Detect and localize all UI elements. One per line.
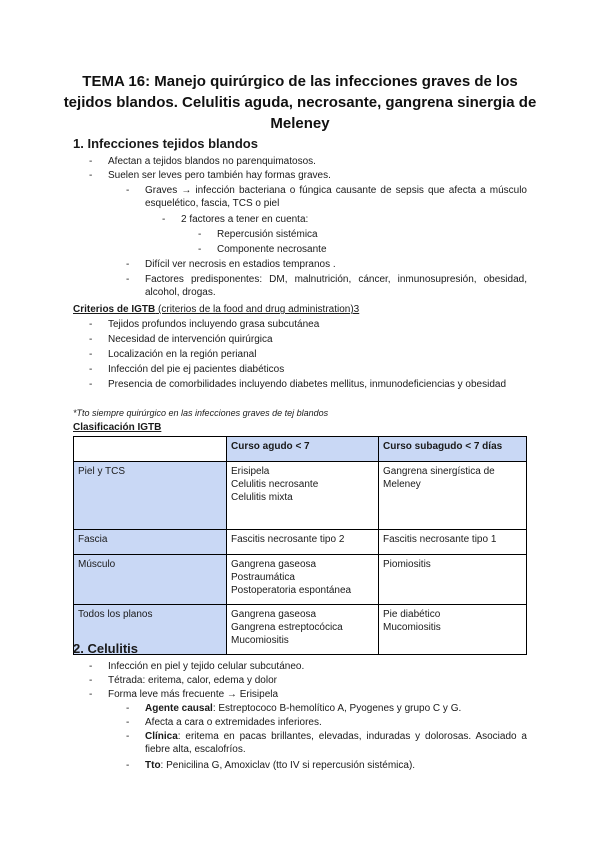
table-row [74,555,527,605]
table-row-label: Todos los planos [74,605,227,655]
list-item-agente: - Agente causal: Estreptococo B-hemolítico A, Pyogenes y grupo C y G. [126,703,462,714]
table-cell-subagudo: Pie diabético Mucomiositis [379,605,527,655]
list-item: - Presencia de comorbilidades incluyendo diabetes mellitus, inmunodeficiencias y obesidad [89,379,507,390]
page-title: TEMA 16: Manejo quirúrgico de las infecciones graves de los tejidos blandos. Celulitis aguda, necrosante, gangrena sinergia de Meleney [63,73,537,132]
list-item-text: Difícil ver necrosis en estadios tempranos . [145,259,336,270]
table-row [74,605,527,655]
list-item-text: Suelen ser leves pero también hay formas graves. [108,170,331,181]
list-item-text: Afecta a cara o extremidades inferiores. [145,717,322,728]
clasificacion-heading: Clasificación IGTB [73,422,162,433]
criterios-heading [73,303,359,316]
list-item: - Suelen ser leves pero también hay formas graves. [89,170,331,181]
list-item: - Infección en piel y tejido celular subcutáneo. [89,661,305,672]
tto-label: Tto [145,760,161,771]
list-item: - Forma leve más frecuente → Erisipela [89,689,279,700]
list-item: - Localización en la región perianal [89,349,257,360]
table-row-label: Músculo [74,555,227,605]
list-item-text: Tétrada: eritema, calor, edema y dolor [108,675,277,686]
cell-line: Celulitis necrosante [231,479,319,490]
list-item: - Tejidos profundos incluyendo grasa subcutánea [89,319,320,330]
list-item-text: Factores predisponentes: DM, malnutrición, cáncer, inmunosupresión, obesidad, alcohol, drogas. [145,274,527,298]
list-item-text: Forma leve más frecuente → Erisipela [108,689,279,700]
list-item-factores: - 2 factores a tener en cuenta: [162,214,309,225]
table-header-subagudo: Curso subagudo < 7 días [379,437,527,462]
list-item-graves: - Graves → infección bacteriana o fúngica causante de sepsis que afecta a músculo esquelético, fascia, TCS o piel [126,185,527,209]
list-item-text: Necesidad de intervención quirúrgica [108,334,273,345]
cell-line: Mucomiositis [231,635,289,646]
list-item-text: Afectan a tejidos blandos no parenquimatosos. [108,156,316,167]
table-header-blank [74,437,227,462]
clinica-label: Clínica [145,731,178,742]
table-row-label: Piel y TCS [74,462,227,530]
list-item-text: Graves → infección bacteriana o fúngica causante de sepsis que afecta a músculo esquelético, fascia, TCS o piel [145,185,527,209]
table-cell-subagudo: Fascitis necrosante tipo 1 [379,530,527,555]
cell-line: Postoperatoria espontánea [231,585,352,596]
cell-line: Gangrena gaseosa [231,559,317,570]
list-item-predisponentes: - Factores predisponentes: DM, malnutrición, cáncer, inmunosupresión, obesidad, alcohol, drogas. [126,274,527,298]
table-cell-agudo [227,605,379,655]
list-item-repercusion: - Repercusión sistémica [198,229,318,240]
table-cell-subagudo: Piomiositis [379,555,527,605]
table-cell-agudo [227,555,379,605]
agente-label: Agente causal [145,703,213,714]
list-item: - Infección del pie ej pacientes diabéticos [89,364,285,375]
list-item-text: 2 factores a tener en cuenta: [181,214,309,225]
list-item-text: Presencia de comorbilidades incluyendo diabetes mellitus, inmunodeficiencias y obesidad [108,379,507,390]
list-item-dificil: - Difícil ver necrosis en estadios tempranos . [126,259,336,270]
list-item-tto: - Tto: Penicilina G, Amoxiclav (tto IV si repercusión sistémica). [126,760,416,771]
table-cell-subagudo: Gangrena sinergística de Meleney [379,462,527,530]
cell-line: Gangrena estreptocócica [231,622,343,633]
list-item: - Afectan a tejidos blandos no parenquimatosos. [89,156,316,167]
table-cell-agudo [227,462,379,530]
criterios-subtitle: (criterios de la food and drug administration)3 [155,304,360,315]
cell-line: Fascitis necrosante tipo 2 [231,534,345,545]
list-item-text: Infección del pie ej pacientes diabéticos [108,364,285,375]
table-row [74,530,527,555]
table-header-row [74,437,527,462]
list-item-clinica: - Clínica: eritema en pacas brillantes, elevadas, induradas y dolorosas. Asociado a fiebre alta, escalofríos. [126,731,527,755]
cell-line: Celulitis mixta [231,492,293,503]
cell-line: Erisipela [231,466,270,477]
list-item-text: Componente necrosante [217,244,327,255]
cell-line: Postraumática [231,572,295,583]
list-item-text: Infección en piel y tejido celular subcutáneo. [108,661,305,672]
table-row-label: Fascia [74,530,227,555]
clasificacion-table [73,436,527,655]
list-item-text: Localización en la región perianal [108,349,257,360]
list-item-afecta: - Afecta a cara o extremidades inferiores. [126,717,322,728]
table-cell-agudo [227,530,379,555]
list-item-text: Repercusión sistémica [217,229,318,240]
list-item-componente: - Componente necrosante [198,244,327,255]
section-2-heading: 2. Celulitis [73,641,139,656]
agente-text: : Estreptococo B-hemolítico A, Pyogenes y grupo C y G. [212,703,462,714]
list-item: - Necesidad de intervención quirúrgica [89,334,273,345]
tto-text: : Penicilina G, Amoxiclav (tto IV si repercusión sistémica). [160,760,416,771]
clinica-text: : eritema en pacas brillantes, elevadas, induradas y dolorosas. Asociado a fiebre alta, escalofríos. [145,731,527,755]
list-item: - Tétrada: eritema, calor, edema y dolor [89,675,277,686]
cell-line: Gangrena gaseosa [231,609,317,620]
table-row [74,462,527,530]
section-1-heading: 1. Infecciones tejidos blandos [73,136,258,151]
table-header-agudo: Curso agudo < 7 [227,437,379,462]
list-item-text: Tejidos profundos incluyendo grasa subcutánea [108,319,320,330]
criterios-heading-text: Criterios de IGTB [73,304,156,315]
tto-note: *Tto siempre quirúrgico en las infecciones graves de tej blandos [73,408,329,418]
